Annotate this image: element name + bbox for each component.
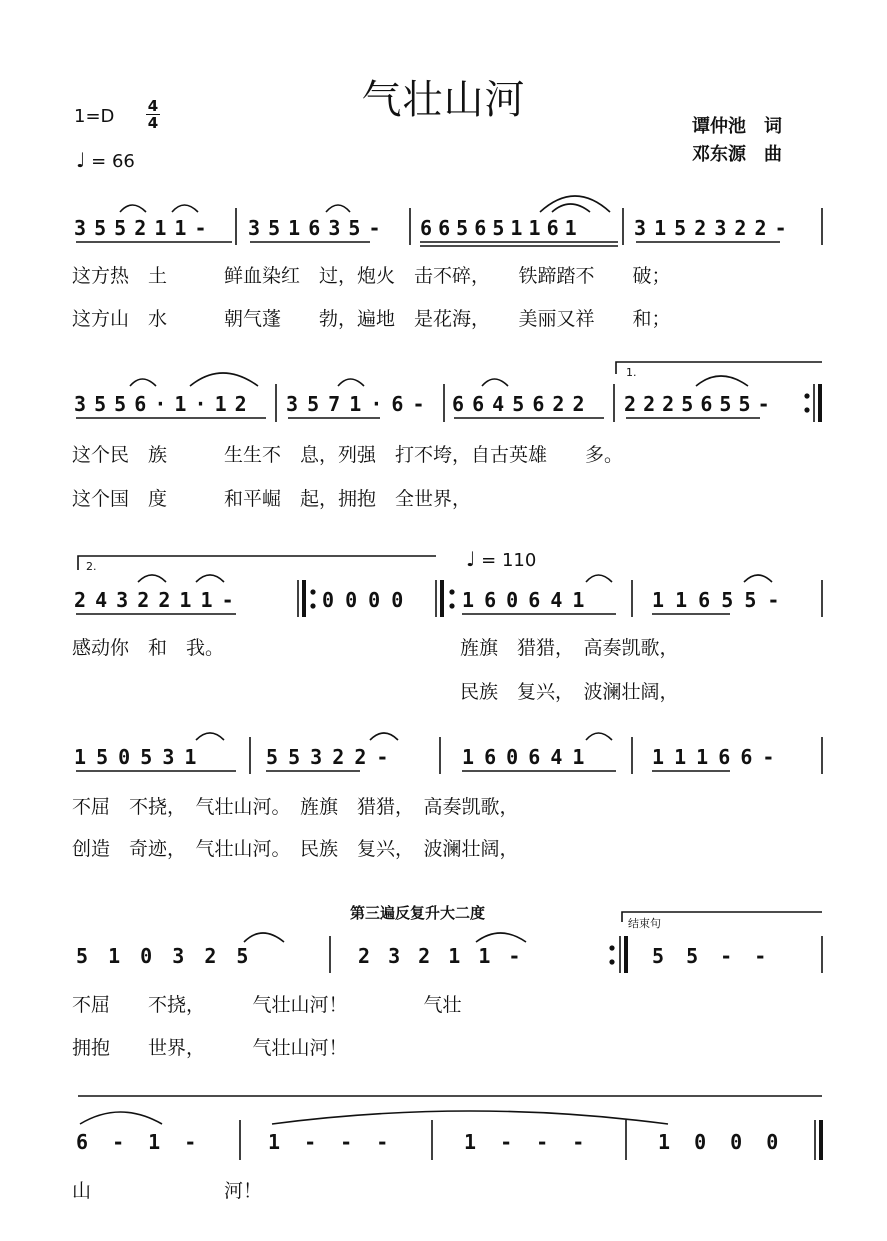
volta-bracket <box>78 556 436 570</box>
lyric-line: 拥抱 世界， 气壮山河！ <box>72 1037 348 1059</box>
measure-notes: 5 5 - - <box>652 944 767 968</box>
measure-notes: 0 0 0 0 <box>322 588 404 612</box>
measure-notes: 5 5 3 2 2 - <box>266 745 389 769</box>
measure-notes: 1 1 6 5 5 - <box>652 588 780 612</box>
slur <box>586 575 612 582</box>
slur <box>476 933 526 942</box>
quarter-note-icon: ♩ <box>466 547 476 571</box>
slur <box>586 733 612 740</box>
measure-notes: 3 1 5 2 3 2 2 - <box>634 216 787 240</box>
repeat-dot <box>450 604 454 608</box>
lyric-line: 旌旗 猎猎， 高奏凯歌， <box>460 637 679 659</box>
tempo-value-2: = 110 <box>481 550 537 571</box>
lyric-line: 这方山 水 朝气蓬 勃，遍地 是花海， 美丽又祥 和； <box>72 308 671 330</box>
slur <box>744 575 772 582</box>
lyric-line: 不屈 不挠， 气壮山河！ 气壮 <box>72 994 462 1016</box>
time-signature <box>146 98 160 131</box>
slur <box>196 575 224 582</box>
repeat-dot <box>311 590 315 594</box>
tempo-value: = 66 <box>91 151 135 172</box>
measure-notes: 5 1 0 3 2 5 <box>76 944 249 968</box>
lyric-line: 这方热 土 鲜血染红 过，炮火 击不碎， 铁蹄踏不 破； <box>72 265 671 287</box>
volta-bracket <box>616 362 822 374</box>
measure-notes: 3 5 1 6 3 5 - <box>248 216 381 240</box>
slur <box>326 205 350 212</box>
measure-notes: 2 2 2 5 6 5 5 - <box>624 392 770 416</box>
measure-notes: 1 6 0 6 4 1 <box>462 588 585 612</box>
measure-notes: 2 3 2 1 1 - <box>358 944 521 968</box>
measure-notes: 3 5 5 2 1 1 - <box>74 216 207 240</box>
lyric-line: 感动你 和 我。 <box>72 637 225 659</box>
slur <box>696 376 748 386</box>
key-signature: 1=D <box>74 106 115 127</box>
repeat-dot <box>311 604 315 608</box>
slur <box>482 379 508 386</box>
repeat-dot <box>610 946 614 950</box>
measure-notes: 6 6 5 6 5 1 1 6 1 <box>420 216 577 240</box>
measure-notes: 6 6 4 5 6 2 2 <box>452 392 585 416</box>
lyric-line: 创造 奇迹， 气壮山河。 民族 复兴， 波澜壮阔， <box>72 838 519 860</box>
slur <box>130 379 156 386</box>
measure-notes: 1 0 0 0 <box>658 1130 779 1154</box>
lyric-line: 这个国 度 和平崛 起，拥抱 全世界， <box>72 488 472 510</box>
tempo-marking-2 <box>466 547 536 571</box>
measure-notes: 1 1 1 6 6 - <box>652 745 775 769</box>
lyric-line: 这个民 族 生生不 息，列强 打不垮，自古英雄 多。 <box>72 444 624 466</box>
slur <box>540 196 610 212</box>
slur <box>190 373 258 386</box>
repeat-dot <box>805 394 809 398</box>
lyric-line: 民族 复兴， 波澜壮阔， <box>460 681 679 703</box>
measure-notes: 2 4 3 2 2 1 1 - <box>74 588 234 612</box>
slur <box>80 1112 162 1124</box>
measure-notes: 1 - - - <box>268 1130 389 1154</box>
repeat-dot <box>610 960 614 964</box>
repeat-instruction: 第三遍反复升大二度 <box>350 904 486 922</box>
lyric-line: 山 河！ <box>72 1180 263 1202</box>
lyric-line: 不屈 不挠， 气壮山河。 旌旗 猎猎， 高奏凯歌， <box>72 796 519 818</box>
measure-notes: 3 5 7 1 · 6 - <box>286 392 425 416</box>
volta-2-label: 2. <box>86 560 97 573</box>
time-sig-top: 4 <box>147 97 159 115</box>
volta-1-label: 1. <box>626 366 637 379</box>
quarter-note-icon: ♩ <box>76 148 86 172</box>
ending-label: 结束句 <box>628 917 661 930</box>
slur <box>138 575 166 582</box>
repeat-dot <box>450 590 454 594</box>
slur <box>196 733 224 740</box>
slur <box>272 1111 668 1124</box>
measure-notes: 1 6 0 6 4 1 <box>462 745 585 769</box>
measure-notes: 6 - 1 - <box>76 1130 197 1154</box>
lyricist-credit: 谭仲池 词 <box>692 116 782 137</box>
slur <box>120 205 146 212</box>
slur <box>244 933 284 942</box>
slur <box>172 205 198 212</box>
page-title: 气壮山河 <box>361 77 526 123</box>
slur <box>338 379 364 386</box>
slur <box>552 204 590 212</box>
measure-notes: 1 5 0 5 3 1 <box>74 745 197 769</box>
measure-notes: 3 5 5 6 · 1 · 1 2 <box>74 392 247 416</box>
repeat-dot <box>805 408 809 412</box>
measure-notes: 1 - - - <box>464 1130 585 1154</box>
tempo-marking <box>76 148 135 172</box>
time-sig-bottom: 4 <box>147 114 159 132</box>
slur <box>370 733 398 740</box>
composer-credit: 邓东源 曲 <box>692 144 782 165</box>
